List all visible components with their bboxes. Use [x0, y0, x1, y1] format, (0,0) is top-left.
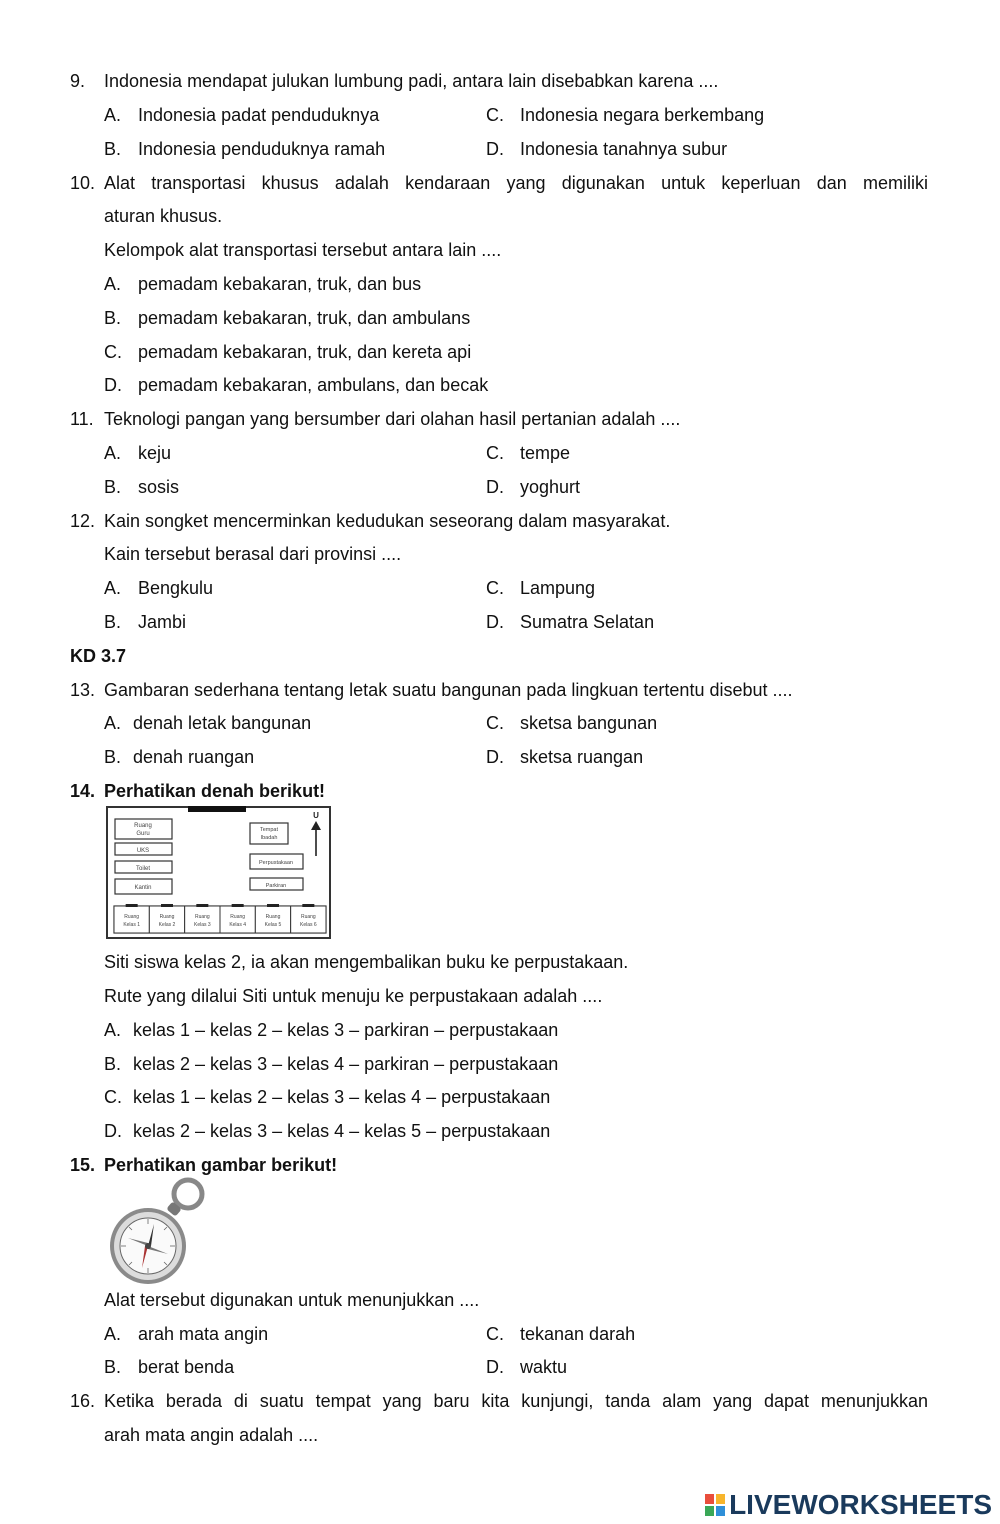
- q10-question-line2: aturan khusus.: [104, 206, 223, 226]
- liveworksheets-logo: [705, 1490, 992, 1520]
- q9-number: 9.: [70, 71, 86, 91]
- classroom-group: [114, 904, 326, 933]
- q14-question-line1: Siti siswa kelas 2, ia akan mengembalikan buku ke perpustakaan.: [104, 952, 629, 972]
- compass-icon: [106, 1176, 210, 1288]
- option-letter: D.: [104, 375, 122, 395]
- option-letter: D.: [486, 1357, 504, 1377]
- option-text: Sumatra Selatan: [520, 612, 655, 632]
- q15-number: 15.: [70, 1155, 96, 1175]
- option-text: kelas 1 – kelas 2 – kelas 3 – parkiran – perpustakaan: [133, 1020, 559, 1040]
- option-text: pemadam kebakaran, truk, dan bus: [138, 274, 422, 294]
- q10-option-c: [104, 341, 471, 363]
- option-text: Lampung: [520, 578, 596, 598]
- q13-option-d: [486, 746, 643, 768]
- option-letter: A.: [104, 1020, 122, 1040]
- classroom-door-2: [161, 904, 173, 907]
- q14-option-b: [104, 1053, 558, 1075]
- q9-question: Indonesia mendapat julukan lumbung padi, antara lain disebabkan karena ....: [104, 71, 719, 91]
- option-text: sketsa ruangan: [520, 747, 644, 767]
- option-text: pemadam kebakaran, truk, dan kereta api: [138, 342, 472, 362]
- option-text: kelas 1 – kelas 2 – kelas 3 – kelas 4 – perpustakaan: [133, 1087, 551, 1107]
- q15-option-c: [486, 1323, 635, 1345]
- option-letter: A.: [104, 578, 122, 598]
- option-text: denah letak bangunan: [133, 713, 312, 733]
- option-letter: A.: [104, 443, 122, 463]
- q14-option-d: [104, 1120, 550, 1142]
- classroom-5-label-2: Kelas 5: [264, 922, 282, 928]
- option-letter: D.: [486, 612, 504, 632]
- option-letter: C.: [486, 105, 504, 125]
- north-label: U: [313, 811, 319, 820]
- option-letter: B.: [104, 139, 122, 159]
- classroom-3-label-2: Kelas 3: [193, 922, 211, 928]
- option-text: Bengkulu: [138, 578, 214, 598]
- option-letter: B.: [104, 477, 122, 497]
- classroom-6-label-2: Kelas 6: [299, 922, 317, 928]
- room-ruang-guru-label-1: Ruang: [134, 823, 152, 829]
- classroom-door-3: [196, 904, 208, 907]
- q11-option-a: [104, 442, 171, 464]
- q10-option-b: [104, 307, 470, 329]
- option-letter: C.: [104, 342, 122, 362]
- q9-option-c: [486, 104, 764, 126]
- q10-question-line1: Alat transportasi khusus adalah kendaraan yang digunakan untuk keperluan dan memiliki: [104, 173, 928, 193]
- classroom-door-1: [126, 904, 138, 907]
- room-tempat-ibadah-label-1: Tempat: [259, 827, 279, 833]
- plan-gate: [188, 806, 246, 812]
- option-text: Indonesia negara berkembang: [520, 105, 765, 125]
- room-uks-label: UKS: [136, 848, 150, 854]
- option-letter: D.: [486, 747, 504, 767]
- q12-option-a: [104, 577, 213, 599]
- option-text: yoghurt: [520, 477, 581, 497]
- option-letter: D.: [486, 477, 504, 497]
- option-letter: A.: [104, 105, 122, 125]
- q9-option-a: [104, 104, 379, 126]
- q13-option-b: [104, 746, 254, 768]
- option-text: keju: [138, 443, 172, 463]
- option-letter: C.: [486, 443, 504, 463]
- q15-question: Perhatikan gambar berikut!: [104, 1155, 338, 1175]
- option-text: pemadam kebakaran, truk, dan ambulans: [138, 308, 471, 328]
- classroom-door-6: [302, 904, 314, 907]
- option-letter: B.: [104, 747, 122, 767]
- q16-question-line2: arah mata angin adalah ....: [104, 1425, 319, 1445]
- q16-question-line1: Ketika berada di suatu tempat yang baru kita kunjungi, tanda alam yang dapat menunjukkan: [104, 1391, 928, 1411]
- classroom-4-label-2: Kelas 4: [229, 922, 247, 928]
- q14-option-c: [104, 1086, 550, 1108]
- q15-option-a: [104, 1323, 268, 1345]
- classroom-2-label-1: Ruang: [159, 914, 175, 920]
- option-text: arah mata angin: [138, 1324, 269, 1344]
- option-letter: C.: [486, 578, 504, 598]
- q12-option-c: [486, 577, 595, 599]
- q15-option-d: [486, 1356, 567, 1378]
- q10-option-a: [104, 273, 421, 295]
- option-text: denah ruangan: [133, 747, 255, 767]
- q13-question: Gambaran sederhana tentang letak suatu bangunan pada lingkuan tertentu disebut ....: [104, 680, 793, 700]
- q13-number: 13.: [70, 680, 96, 700]
- option-letter: A.: [104, 274, 122, 294]
- section-heading: KD 3.7: [70, 646, 127, 666]
- option-letter: C.: [486, 713, 504, 733]
- option-letter: B.: [104, 1357, 122, 1377]
- q11-number: 11.: [70, 409, 94, 429]
- room-tempat-ibadah-label-2: Ibadah: [260, 835, 278, 841]
- option-letter: B.: [104, 612, 122, 632]
- option-letter: A.: [104, 713, 122, 733]
- option-text: berat benda: [138, 1357, 235, 1377]
- option-text: kelas 2 – kelas 3 – kelas 4 – parkiran – perpustakaan: [133, 1054, 559, 1074]
- classroom-3-label-1: Ruang: [194, 914, 210, 920]
- q13-option-a: [104, 712, 311, 734]
- q12-option-b: [104, 611, 186, 633]
- liveworksheets-logo-text: LIVEWORKSHEETS: [729, 1489, 992, 1520]
- q12-question-line2: Kain tersebut berasal dari provinsi ....: [104, 544, 402, 564]
- classroom-2-label-2: Kelas 2: [158, 922, 176, 928]
- option-text: Indonesia tanahnya subur: [520, 139, 728, 159]
- option-text: Indonesia padat penduduknya: [138, 105, 380, 125]
- option-text: Jambi: [138, 612, 187, 632]
- q11-option-d: [486, 476, 580, 498]
- q10-question-line3: Kelompok alat transportasi tersebut antara lain ....: [104, 240, 502, 260]
- q14-question: Perhatikan denah berikut!: [104, 781, 326, 801]
- q12-number: 12.: [70, 511, 96, 531]
- q10-number: 10.: [70, 173, 96, 193]
- option-text: waktu: [520, 1357, 568, 1377]
- liveworksheets-logo-icon: [705, 1494, 725, 1516]
- room-kantin-label: Kantin: [134, 885, 152, 891]
- classroom-door-4: [232, 904, 244, 907]
- compass-ring: [174, 1180, 202, 1208]
- classroom-1-label-2: Kelas 1: [123, 922, 141, 928]
- option-letter: B.: [104, 1054, 122, 1074]
- q15-question-line1: Alat tersebut digunakan untuk menunjukkan ....: [104, 1290, 480, 1310]
- classroom-5-label-1: Ruang: [265, 914, 281, 920]
- classroom-4-label-1: Ruang: [230, 914, 246, 920]
- option-letter: C.: [104, 1087, 122, 1107]
- school-floor-plan: [106, 806, 332, 940]
- option-text: sosis: [138, 477, 180, 497]
- room-ruang-guru-label-2: Guru: [136, 831, 150, 837]
- option-text: tempe: [520, 443, 571, 463]
- area-parkiran-label: Parkiran: [265, 883, 287, 889]
- room-toilet-label: Toilet: [135, 866, 151, 872]
- q16-number: 16.: [70, 1391, 96, 1411]
- q10-option-d: [104, 374, 488, 396]
- q12-option-d: [486, 611, 654, 633]
- q14-number: 14.: [70, 781, 96, 801]
- classroom-6-label-1: Ruang: [300, 914, 316, 920]
- classroom-1-label-1: Ruang: [124, 914, 140, 920]
- option-text: tekanan darah: [520, 1324, 636, 1344]
- option-letter: D.: [486, 139, 504, 159]
- q13-option-c: [486, 712, 657, 734]
- option-letter: B.: [104, 308, 122, 328]
- q12-question-line1: Kain songket mencerminkan kedudukan seseorang dalam masyarakat.: [104, 511, 671, 531]
- classroom-door-5: [267, 904, 279, 907]
- option-letter: A.: [104, 1324, 122, 1344]
- q9-option-d: [486, 138, 727, 160]
- q11-option-b: [104, 476, 179, 498]
- option-text: kelas 2 – kelas 3 – kelas 4 – kelas 5 – perpustakaan: [133, 1121, 551, 1141]
- option-text: Indonesia penduduknya ramah: [138, 139, 386, 159]
- option-letter: D.: [104, 1121, 122, 1141]
- q11-option-c: [486, 442, 570, 464]
- q11-question: Teknologi pangan yang bersumber dari olahan hasil pertanian adalah ....: [104, 409, 681, 429]
- room-perpustakaan-label: Perpustakaan: [259, 860, 293, 866]
- compass-pivot: [145, 1243, 151, 1249]
- option-letter: C.: [486, 1324, 504, 1344]
- option-text: pemadam kebakaran, ambulans, dan becak: [138, 375, 489, 395]
- option-text: sketsa bangunan: [520, 713, 658, 733]
- q14-option-a: [104, 1019, 558, 1041]
- q15-option-b: [104, 1356, 234, 1378]
- q9-option-b: [104, 138, 385, 160]
- q14-question-line2: Rute yang dilalui Siti untuk menuju ke perpustakaan adalah ....: [104, 986, 603, 1006]
